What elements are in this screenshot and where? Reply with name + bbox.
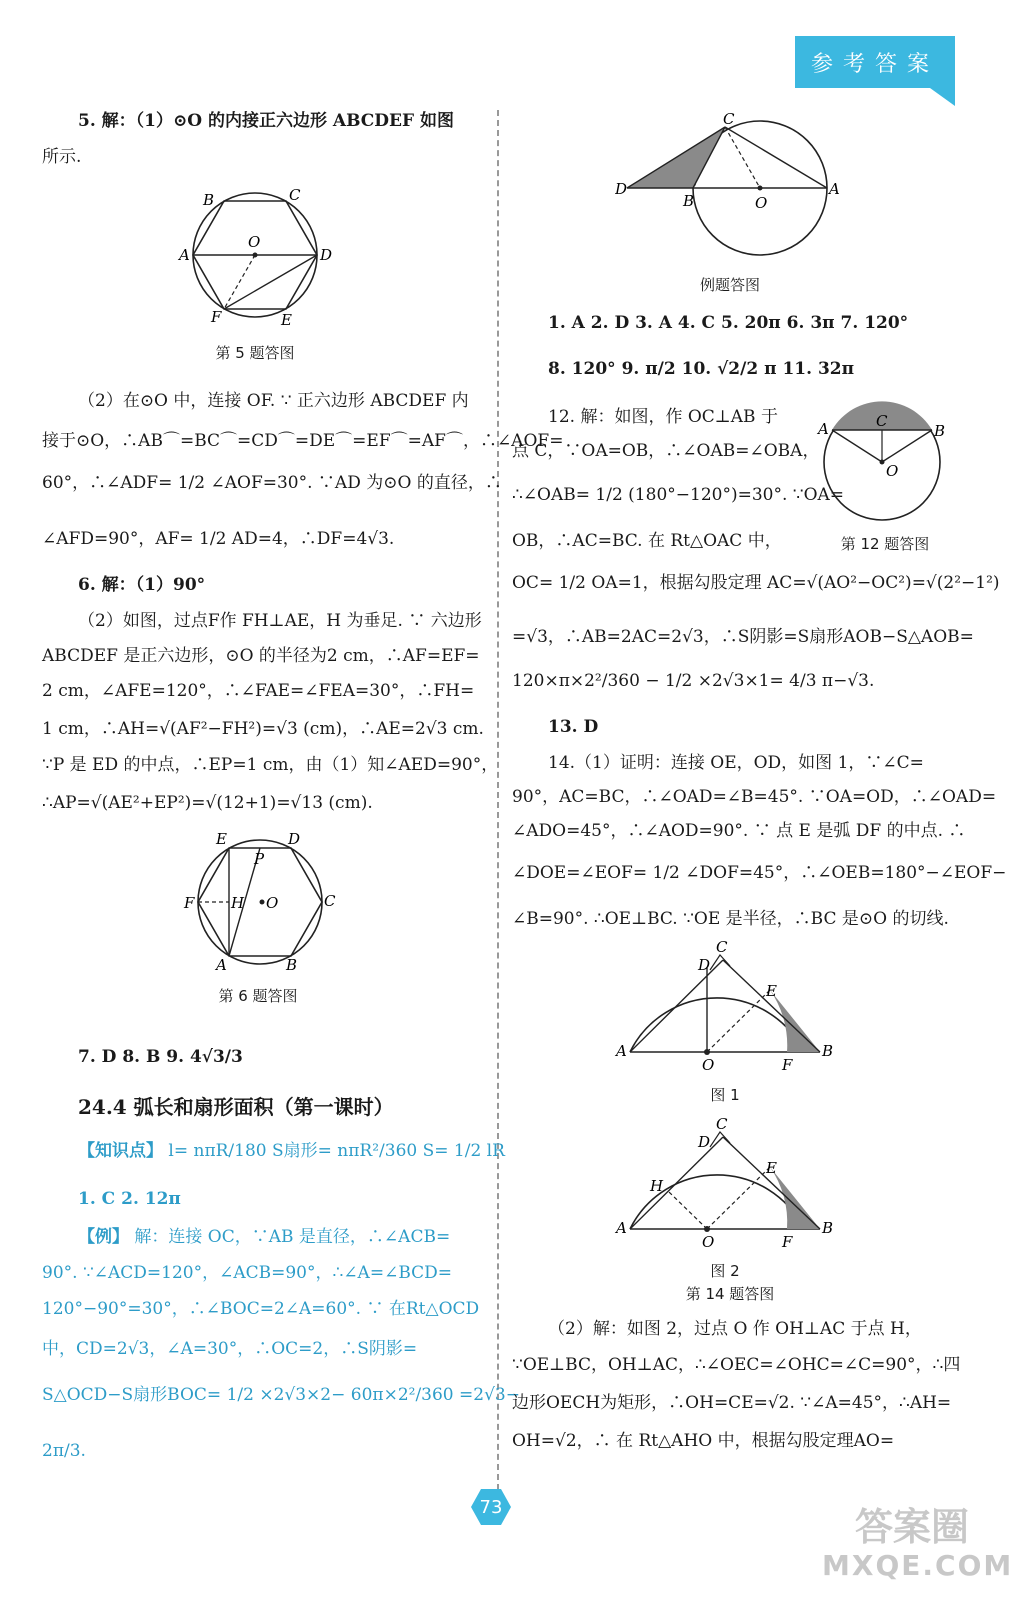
q12-line-3: ∴∠OAB= 1/2 (180°−120°)=30°. ∵OA= — [512, 485, 845, 505]
label-d: D — [698, 1133, 711, 1151]
figure-14-1 — [610, 938, 840, 1073]
q7-9-answers: 7. D 8. B 9. 4√3/3 — [78, 1047, 243, 1067]
radius-oa — [832, 430, 882, 462]
fig1-caption: 图 1 — [710, 1086, 740, 1104]
example-row-1 — [78, 1226, 450, 1248]
answers-row-1: 1. A 2. D 3. A 4. C 5. 20π 6. 3π 7. 120° — [548, 313, 909, 333]
label-o: O — [266, 894, 279, 912]
q14-2-line-4: OH=√2，∴ 在 Rt△AHO 中，根据勾股定理AO= — [512, 1431, 895, 1451]
label-c: C — [876, 412, 888, 430]
watermark-line-2: MXQE.COM — [822, 1549, 1014, 1582]
segment-oe — [707, 1167, 770, 1229]
fig12-caption: 第 12 题答图 — [840, 535, 930, 553]
q6-line-7: ∴AP=√(AE²+EP²)=√(12+1)=√13 (cm). — [42, 793, 373, 813]
example-line-5: S△OCD−S扇形BOC= 1/2 ×2√3×2− 60π×2²/360 =2√3− — [42, 1385, 520, 1405]
label-h: H — [650, 1177, 664, 1195]
q6-line-1: 6. 解：（1）90° — [78, 575, 206, 595]
shaded-region — [770, 1167, 820, 1229]
label-d: D — [698, 956, 711, 974]
q5-line-2: 所示. — [42, 147, 82, 167]
label-d: D — [288, 830, 301, 848]
q12-line-1: 12. 解：如图，作 OC⊥AB 于 — [548, 407, 778, 427]
label-h: H — [231, 894, 245, 912]
fig2-caption: 图 2 — [710, 1262, 740, 1280]
label-c: C — [716, 1115, 728, 1133]
label-e: E — [766, 1159, 777, 1177]
q1-2-answers: 1. C 2. 12π — [78, 1189, 181, 1209]
example-line-2: 90°. ∵∠ACD=120°，∠ACB=90°，∴∠A=∠BCD= — [42, 1263, 453, 1283]
q14-line-3: ∠ADO=45°，∴∠AOD=90°. ∵ 点 E 是弧 DF 的中点. ∴ — [512, 821, 966, 841]
example-line-4: 中，CD=2√3，∠A=30°，∴OC=2，∴S阴影= — [42, 1339, 418, 1359]
line-co — [725, 127, 760, 188]
figure-14-2 — [610, 1115, 840, 1250]
label-o: O — [886, 462, 899, 480]
figure-q6 — [178, 828, 338, 978]
label-c: C — [716, 938, 728, 956]
answers-row-2: 8. 120° 9. π/2 10. √2/2 π 11. 32π — [548, 359, 855, 379]
label-o: O — [702, 1056, 715, 1073]
label-e: E — [216, 830, 227, 848]
knowledge-label: 【知识点】 — [78, 1141, 163, 1161]
page-number: 73 — [479, 1496, 503, 1518]
figure-q5 — [175, 180, 335, 330]
radius-ob — [882, 430, 932, 462]
q5-line-5: 60°，∴∠ADF= 1/2 ∠AOF=30°. ∵AD 为⊙O 的直径，∴ — [42, 473, 502, 493]
fig14-caption: 第 14 题答图 — [685, 1285, 775, 1303]
figure-q12 — [810, 400, 960, 530]
example-line-3: 120°−90°=30°，∴∠BOC=2∠A=60°. ∵ 在Rt△OCD — [42, 1299, 480, 1319]
q6-line-2: （2）如图，过点F作 FH⊥AE，H 为垂足. ∵ 六边形 — [78, 611, 482, 631]
q14-2-line-2: ∵OE⊥BC，OH⊥AC，∴∠OEC=∠OHC=∠C=90°，∴四 — [512, 1355, 961, 1375]
example-caption: 例题答图 — [699, 276, 760, 294]
q12-line-7: 120×π×2²/360 − 1/2 ×2√3×1= 4/3 π−√3. — [512, 671, 875, 691]
q5-line-6: ∠AFD=90°，AF= 1/2 AD=4，∴DF=4√3. — [42, 529, 395, 549]
label-a: A — [616, 1042, 627, 1060]
label-c: C — [723, 110, 735, 128]
label-b: B — [822, 1042, 834, 1060]
label-b: B — [822, 1219, 834, 1237]
figure-example — [615, 110, 845, 260]
shaded-region — [770, 990, 820, 1052]
label-e: E — [766, 982, 777, 1000]
q6-line-6: ∵P 是 ED 的中点，∴EP=1 cm，由（1）知∠AED=90°， — [42, 755, 499, 775]
q14-line-2: 90°，AC=BC，∴∠OAD=∠B=45°. ∵OA=OD，∴∠OAD= — [512, 787, 997, 807]
q14-2-line-3: 边形OECH为矩形，∴OH=CE=√2. ∵∠A=45°，∴AH= — [512, 1393, 952, 1413]
column-divider — [497, 110, 499, 1490]
label-f: F — [782, 1056, 793, 1073]
fig5-caption: 第 5 题答图 — [215, 344, 295, 362]
segment-oe — [707, 990, 770, 1052]
section-title: 24.4 弧长和扇形面积（第一课时） — [78, 1095, 394, 1119]
center-o — [758, 186, 763, 191]
label-o: O — [755, 194, 768, 212]
label-d: D — [615, 180, 628, 198]
center-o — [253, 253, 258, 258]
knowledge-formulas: l= nπR/180 S扇形= nπR²/360 S= 1/2 lR — [168, 1141, 505, 1161]
center-o — [704, 1049, 710, 1055]
q6-line-3: ABCDEF 是正六边形，⊙O 的半径为2 cm，∴AF=EF= — [42, 646, 480, 666]
label-b: B — [286, 956, 298, 974]
center-o — [880, 460, 885, 465]
radius-of — [224, 255, 255, 309]
q14-line-5: ∠B=90°. ∴OE⊥BC. ∵OE 是半径，∴BC 是⊙O 的切线. — [512, 909, 949, 929]
example-line-1: 解：连接 OC，∵AB 是直径，∴∠ACB= — [134, 1227, 451, 1247]
q14-2-line-1: （2）解：如图 2，过点 O 作 OH⊥AC 于点 H， — [548, 1319, 922, 1339]
label-a: A — [818, 420, 829, 438]
line-cb — [723, 960, 820, 1052]
knowledge-row — [78, 1140, 505, 1162]
label-a: A — [829, 180, 840, 198]
label-b: B — [934, 422, 946, 440]
q5-line-1: 5. 解：（1）⊙O 的内接正六边形 ABCDEF 如图 — [78, 111, 454, 131]
q12-line-2: 点 C，∵OA=OB，∴∠OAB=∠OBA， — [512, 441, 820, 461]
q14-line-4: ∠DOE=∠EOF= 1/2 ∠DOF=45°，∴∠OEB=180°−∠EOF− — [512, 863, 1007, 883]
center-o — [260, 900, 265, 905]
watermark — [822, 1505, 1014, 1595]
label-f: F — [184, 894, 195, 912]
q5-line-4: 接于⊙O，∴AB⌒=BC⌒=CD⌒=DE⌒=EF⌒=AF⌒，∴∠AOF= — [42, 431, 564, 451]
label-a: A — [216, 956, 227, 974]
q14-line-1: 14.（1）证明：连接 OE，OD，如图 1，∵∠C= — [548, 753, 924, 773]
badge-tail — [930, 88, 955, 106]
q5-line-3: （2）在⊙O 中，连接 OF. ∵ 正六边形 ABCDEF 内 — [78, 391, 469, 411]
label-d: D — [320, 246, 333, 264]
q6-line-4: 2 cm，∠AFE=120°，∴∠FAE=∠FEA=30°，∴FH= — [42, 681, 475, 701]
label-e: E — [281, 311, 292, 329]
label-f: F — [782, 1233, 793, 1250]
chord-df — [224, 255, 317, 309]
label-c: C — [324, 892, 336, 910]
label-b: B — [203, 191, 215, 209]
line-cb — [723, 1137, 820, 1229]
example-label: 【例】 — [78, 1227, 129, 1247]
label-o: O — [702, 1233, 715, 1250]
semicircle — [630, 998, 804, 1052]
center-o — [704, 1226, 710, 1232]
example-line-6: 2π/3. — [42, 1441, 86, 1461]
q12-line-4: OB，∴AC=BC. 在 Rt△OAC 中， — [512, 531, 782, 551]
label-f: F — [211, 308, 222, 326]
line-ca — [725, 127, 827, 188]
watermark-line-1: 答案圈 — [854, 1505, 969, 1549]
label-b: B — [683, 192, 695, 210]
q13-answer: 13. D — [548, 717, 599, 737]
section-badge: 参考答案 — [795, 36, 955, 88]
label-o: O — [248, 233, 261, 251]
fig6-caption: 第 6 题答图 — [218, 987, 298, 1005]
q6-line-5: 1 cm，∴AH=√(AF²−FH²)=√3 (cm)，∴AE=2√3 cm. — [42, 719, 484, 739]
q12-line-6: =√3，∴AB=2AC=2√3，∴S阴影=S扇形AOB−S△AOB= — [512, 627, 974, 647]
label-a: A — [616, 1219, 627, 1237]
q12-line-5: OC= 1/2 OA=1，根据勾股定理 AC=√(AO²−OC²)=√(2²−1²) — [512, 573, 1000, 593]
label-c: C — [289, 186, 301, 204]
segment-oh — [668, 1191, 707, 1229]
label-p: P — [254, 850, 265, 868]
label-a: A — [179, 246, 190, 264]
